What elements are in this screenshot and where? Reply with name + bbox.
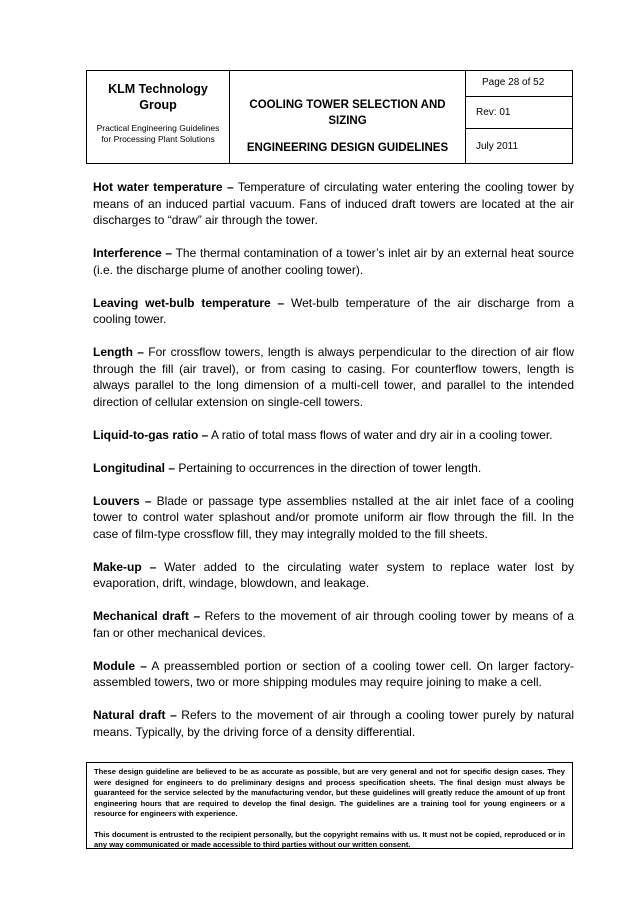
definition-term: Module – <box>93 658 147 673</box>
definition-item <box>93 427 574 444</box>
definition-text: Water added to the circulating water system to replace water lost by evaporation, drift, windage, blowdown, and leakage. <box>93 559 574 590</box>
document-date: July 2011 <box>476 140 519 152</box>
document-title: COOLING TOWER SELECTION AND SIZING <box>249 99 446 127</box>
document-subtitle: ENGINEERING DESIGN GUIDELINES <box>246 142 449 154</box>
definition-item <box>93 559 574 592</box>
definition-text: A ratio of total mass flows of water and dry air in a cooling tower. <box>208 427 553 442</box>
disclaimer-box <box>86 762 573 849</box>
definition-text: Pertaining to occurrences in the direction of tower length. <box>175 460 482 475</box>
definition-term: Liquid-to-gas ratio – <box>93 427 209 442</box>
meta-block <box>466 71 572 163</box>
definition-text: A preassembled portion or section of a cooling tower cell. On larger factory-assembled towers, two or more shipping modules may require joining to make a cell. <box>93 658 574 689</box>
definition-item <box>93 344 574 410</box>
definition-item <box>93 295 574 328</box>
definition-item <box>93 460 574 477</box>
revision: Rev: 01 <box>466 97 572 129</box>
company-name: KLM Technology Group <box>108 82 208 112</box>
definition-term: Make-up – <box>93 559 157 574</box>
definition-item <box>93 179 574 229</box>
definition-term: Natural draft – <box>93 708 177 722</box>
definition-text: Temperature of circulating water entering the cooling tower by means of an induced partial vacuum. Fans of induced draft towers are located at the air discharges to “draw” air through the tower. <box>93 180 574 227</box>
definition-text: Refers to the movement of air through a cooling tower purely by natural means. Typically, by the driving force of a density differential. <box>93 708 574 739</box>
definition-text: Blade or passage type assemblies nstalled at the air inlet face of a cooling tower to control water splashout and/or promote uniform air flow through the fill. In the case of film-type crossflow fill, they may integrally molded to the fill sheets. <box>93 493 574 541</box>
definition-text: The thermal contamination of a tower’s inlet air by an external heat source (i.e. the discharge plume of another cooling tower). <box>93 246 574 277</box>
document-header <box>86 70 573 164</box>
definition-item <box>93 245 574 278</box>
copyright-text: This document is entrusted to the recipient personally, but the copyright remains with us. It must not be copied, reproduced or in any way communicated or made accessible to third parties without our written consent. <box>94 829 565 849</box>
definition-item <box>93 608 574 641</box>
definition-item <box>93 707 574 740</box>
company-block <box>87 71 230 163</box>
definition-term: Longitudinal – <box>93 460 175 475</box>
definition-text: For crossflow towers, length is always perpendicular to the direction of air flow through the fill (air travel), or from casing to casing. For counterflow towers, length is always parallel to the long dimension of a multi-cell tower, and parallel to the intended direction of cellular extension on single-cell towers. <box>93 345 575 409</box>
definition-item <box>93 658 574 691</box>
title-block <box>230 71 466 163</box>
definition-text: Refers to the movement of air through cooling tower by means of a fan or other mechanical devices. <box>93 609 575 640</box>
definition-term: Length – <box>93 345 144 359</box>
definition-term: Mechanical draft – <box>93 609 201 623</box>
disclaimer-text: These design guideline are believed to be as accurate as possible, but are very general and not for specific design cases. They were designed for engineers to do preliminary designs and process specification sheets. The final design must always be guaranteed for the service selected by the manufacturing vendor, but these guidelines will greatly reduce the amount of up front engineering hours that are required to develop the final design. The guidelines are a training tool for young engineers or a resource for engineers with experience. <box>94 767 565 818</box>
definition-text: Wet-bulb temperature of the air discharge from a cooling tower. <box>93 295 575 326</box>
definition-term: Leaving wet-bulb temperature – <box>93 295 285 310</box>
definition-item <box>93 493 574 543</box>
definition-term: Hot water temperature – <box>93 180 234 194</box>
definition-term: Interference – <box>93 246 173 260</box>
definition-term: Louvers – <box>93 493 152 508</box>
company-tagline: Practical Engineering Guidelines for Processing Plant Solutions <box>96 123 220 144</box>
definitions-list <box>93 179 574 757</box>
page-number: Page 28 of 52 <box>466 71 572 97</box>
